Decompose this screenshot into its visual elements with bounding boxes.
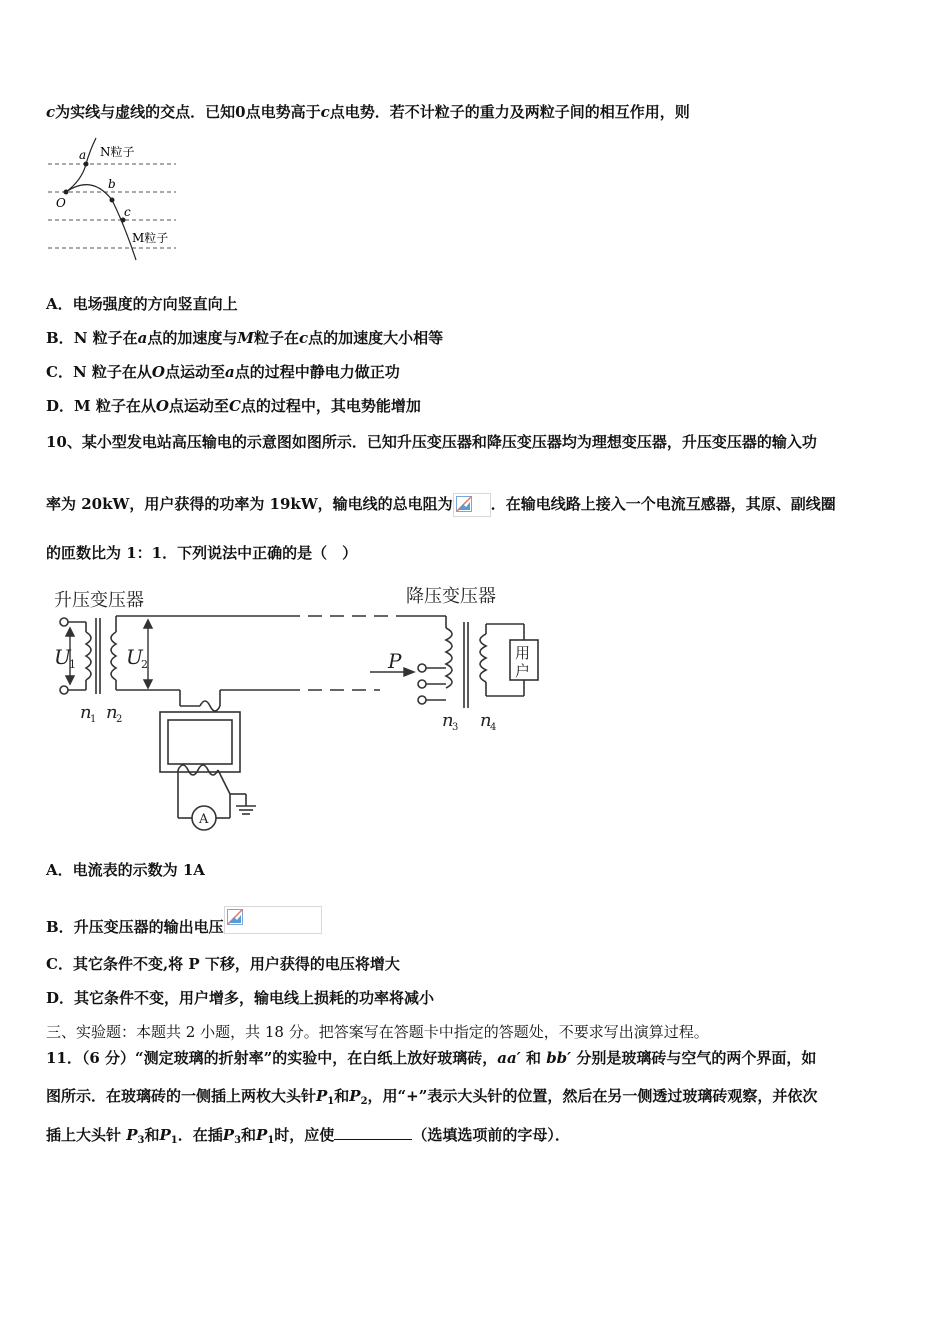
- user-label-1: 用: [515, 644, 531, 662]
- var-c: c: [299, 329, 309, 347]
- pin-p1-subscript: 1: [327, 1096, 335, 1107]
- q11-line-1: [46, 1048, 816, 1068]
- pin-p3-subscript: 3: [137, 1135, 145, 1146]
- option-text-3: 点的过程中静电力做正功: [234, 363, 400, 381]
- q10-stem-line-3: 的匝数比为 1：1．下列说法中正确的是（ ）: [46, 544, 358, 562]
- q11-text-2b: ，用“+”表示大头针的位置，然后在另一侧透过玻璃砖观察，并依次: [367, 1087, 818, 1105]
- q11-text-1c: 分别是玻璃砖与空气的两个界面，如: [576, 1049, 817, 1067]
- current-transformer-secondary: [178, 765, 218, 775]
- primary-coil-n1: [86, 632, 91, 680]
- var-o: O: [151, 363, 165, 381]
- var-c2: c: [320, 103, 330, 121]
- step-up-transformer-label: 升压变压器: [54, 590, 144, 611]
- option-text-2: 点的加速度与: [147, 329, 238, 347]
- broken-image-icon: [453, 493, 491, 517]
- q11-and: 和: [525, 1049, 541, 1067]
- pin-p2: P: [349, 1087, 361, 1105]
- q11-text-2a: 图所示．在玻璃砖的一侧插上两枚大头针: [46, 1087, 317, 1105]
- q11-line-2: [46, 1086, 817, 1112]
- n-particle-path: [66, 138, 96, 192]
- q10-text-2a: 率为 20kW，用户获得的功率为 19kW，输电线的总电阻为: [46, 495, 453, 513]
- q11-text-1a: 11．（6 分）“测定玻璃的折射率”的实验中，在白纸上放好玻璃砖，: [46, 1049, 498, 1067]
- u2-label: U: [126, 645, 143, 669]
- point-b: [110, 198, 115, 203]
- option-text-4: 点的加速度大小相等: [308, 329, 444, 347]
- q9-option-b[interactable]: [46, 328, 443, 348]
- q11-text-3a: 插上大头针: [46, 1126, 122, 1144]
- q9-stem: [46, 102, 690, 122]
- pin-p1: P: [316, 1087, 328, 1105]
- option-key: A．: [46, 295, 73, 313]
- option-text-3: 点的过程中，其电势能增加: [240, 397, 421, 415]
- input-terminal-bottom: [60, 686, 68, 694]
- step-down-transformer-label: 降压变压器: [406, 586, 496, 607]
- q11-line-3: [46, 1124, 570, 1151]
- option-key: D．: [46, 397, 75, 415]
- q10-option-b[interactable]: [46, 906, 322, 937]
- option-key: C．: [46, 363, 73, 381]
- user-label-2: 户: [515, 662, 531, 680]
- q11-and: 和: [241, 1126, 257, 1144]
- option-text-2: 点运动至: [168, 397, 229, 415]
- label-m-particle: M粒子: [132, 231, 169, 245]
- var-o: O: [155, 397, 169, 415]
- particle-trajectory-figure: [46, 134, 186, 264]
- label-c: c: [124, 205, 131, 219]
- point-o: [64, 190, 69, 195]
- q11-text-3d: （选填选项前的字母）．: [412, 1126, 570, 1144]
- step-down-secondary-coil-n4: [480, 634, 486, 682]
- label-o: O: [56, 196, 66, 210]
- var-c: c: [46, 103, 56, 121]
- q11-and: 和: [334, 1087, 350, 1105]
- current-transformer-core-inner: [168, 720, 232, 764]
- u2-subscript: 2: [141, 658, 148, 671]
- interface-aa: aa′: [497, 1049, 521, 1067]
- answer-blank[interactable]: [334, 1124, 412, 1140]
- point-a: [84, 162, 89, 167]
- label-n-particle: N粒子: [100, 145, 135, 159]
- var-a: a: [137, 329, 148, 347]
- ammeter-label: A: [199, 812, 209, 827]
- q9-stem-text-2: 点电势高于: [245, 103, 321, 121]
- option-key: B．: [46, 329, 74, 347]
- var-c: C: [228, 397, 241, 415]
- pin-p4: P: [159, 1126, 171, 1144]
- pin-p1-subscript: 1: [267, 1135, 275, 1146]
- p-label: P: [388, 649, 402, 673]
- option-text-1: M 粒子在从: [74, 397, 156, 415]
- power-transmission-figure: [50, 584, 540, 832]
- q11-text-3c: 时，应使: [274, 1126, 335, 1144]
- n4-subscript: 4: [490, 722, 497, 733]
- q10-text-2b: ．在输电线路上接入一个电流互感器，其原、副线圈: [490, 495, 836, 513]
- var-m: M: [237, 329, 254, 347]
- current-transformer-primary: [200, 701, 220, 711]
- u1-subscript: 1: [69, 658, 76, 671]
- q11-and: 和: [144, 1126, 160, 1144]
- broken-image-icon: [224, 906, 322, 934]
- step-down-primary-coil-n3: [446, 628, 452, 688]
- q9-option-d[interactable]: [46, 396, 421, 416]
- section-3-heading: 三、实验题：本题共 2 小题，共 18 分。把答案写在答题卡中指定的答题处，不要求写出演算过程。: [46, 1023, 709, 1041]
- q9-stem-text-3: 点电势．若不计粒子的重力及两粒子间的相互作用，则: [329, 103, 690, 121]
- q9-stem-text-1: 为实线与虚线的交点．已知: [55, 103, 236, 121]
- input-terminal-top: [60, 618, 68, 626]
- q10-option-d[interactable]: D．其它条件不变，用户增多，输电线上损耗的功率将减小: [46, 989, 435, 1007]
- pin-p3: P: [222, 1126, 235, 1144]
- pin-p1: P: [256, 1126, 268, 1144]
- n2-subscript: 2: [116, 714, 123, 725]
- u1-label: U: [54, 645, 71, 669]
- q10-option-c[interactable]: C．其它条件不变,将 P 下移，用户获得的电压将增大: [46, 955, 400, 973]
- m-particle-path: [66, 185, 136, 260]
- pin-p3: P: [126, 1126, 138, 1144]
- q10-stem-line-1: 10、某小型发电站高压输电的示意图如图所示．已知升压变压器和降压变压器均为理想变压器，升压变压器的输入功: [46, 433, 817, 451]
- num-0: 0: [235, 103, 246, 121]
- n4-label: n: [480, 710, 492, 731]
- n3-label: n: [442, 710, 454, 731]
- interface-bb: bb′: [546, 1049, 572, 1067]
- label-a: a: [79, 148, 87, 162]
- option-text: 电场强度的方向竖直向上: [72, 295, 238, 313]
- label-b: b: [108, 177, 116, 191]
- secondary-coil-n2: [111, 632, 116, 680]
- q9-option-a[interactable]: [46, 294, 238, 314]
- option-text-3: 粒子在: [253, 329, 299, 347]
- current-transformer-core-outer: [160, 712, 240, 772]
- q11-text-3b: ．在插: [177, 1126, 223, 1144]
- q10-stem-line-2: [46, 493, 836, 517]
- pin-p2-subscript: 2: [360, 1096, 368, 1107]
- option-text-1: N 粒子在: [73, 329, 138, 347]
- option-text: B．升压变压器的输出电压: [46, 918, 224, 936]
- option-text-2: 点运动至: [164, 363, 225, 381]
- pin-p4-subscript: 1: [170, 1135, 178, 1146]
- n1-subscript: 1: [90, 714, 97, 725]
- var-a: a: [224, 363, 235, 381]
- n1-label: n: [80, 702, 92, 723]
- n2-label: n: [106, 702, 118, 723]
- q10-option-a[interactable]: A．电流表的示数为 1A: [46, 861, 205, 879]
- pin-p3-subscript: 3: [234, 1135, 242, 1146]
- n3-subscript: 3: [452, 722, 459, 733]
- q9-option-c[interactable]: [46, 362, 400, 382]
- option-text-1: N 粒子在从: [72, 363, 152, 381]
